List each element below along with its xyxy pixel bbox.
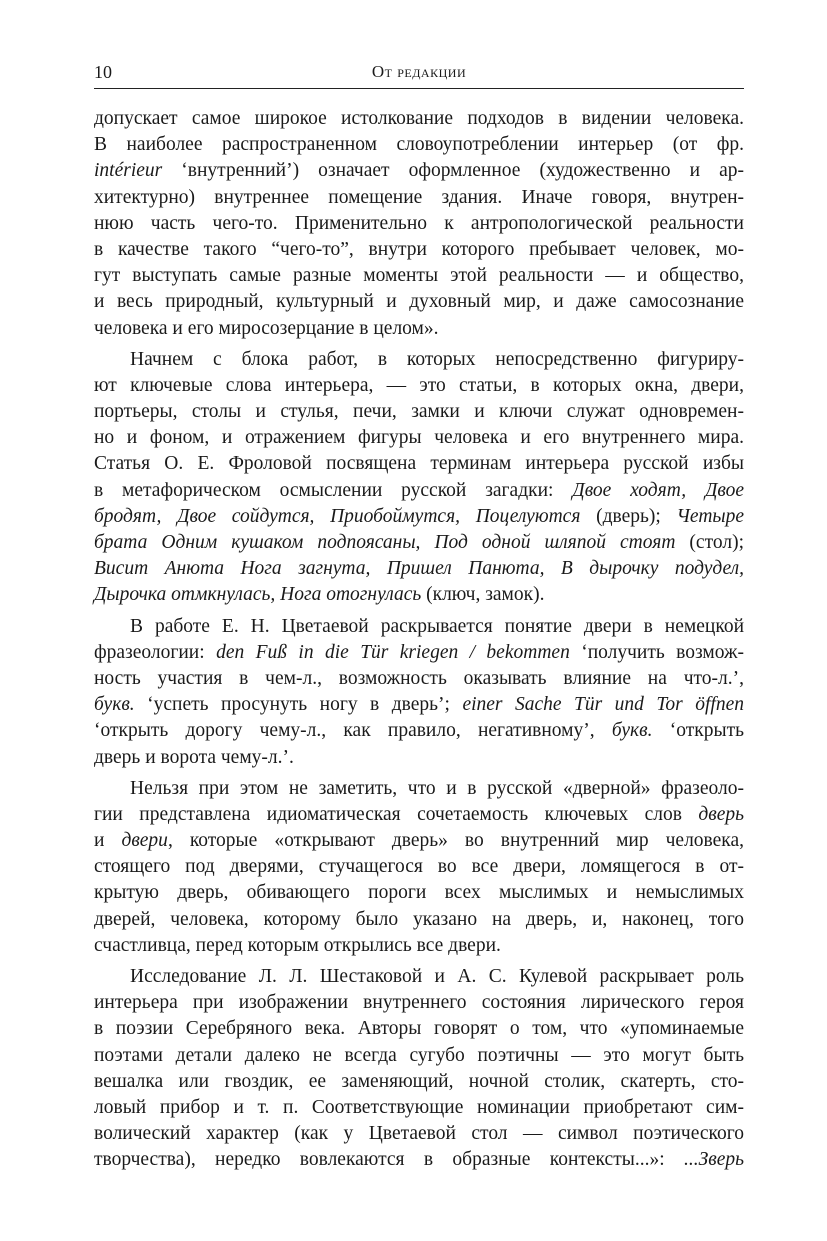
italic-run: букв. [94,694,135,716]
text-line [94,556,744,582]
text-line [94,1016,744,1042]
paragraph [94,776,744,959]
text-run: ‘успеть просунуть ногу в дверь’; [134,694,463,716]
text-run: Начнем с блока работ, в которых непосредственно фигуриру- [130,348,744,370]
text-line [94,1121,744,1147]
text-line [94,347,744,373]
text-run: В наиболее распространенном словоупотреблении интерьер (от фр. [94,134,744,156]
text-run: хитектурно) внутреннее помещение здания. Иначе говоря, внутрен- [94,186,744,208]
text-line [94,854,744,880]
text-run: творчества), нередко вовлекаются в образные контексты...»: [94,1149,684,1171]
text-line [94,289,744,315]
italic-run: букв. [611,720,653,742]
text-run: , которые «открывают дверь» во внутренний мир человека, [167,830,745,852]
text-run: счастливца, перед которым открылись все двери. [94,934,501,956]
text-run: (ключ, замок). [421,584,545,606]
text-line [94,1147,744,1173]
text-run: (дверь); [580,505,677,527]
text-line [94,185,744,211]
text-line [94,1095,744,1121]
page-header [94,60,744,89]
italic-run: Четыре [676,505,745,527]
text-run: ‘открыть дорогу чему-л., как правило, негативному’, [94,720,612,742]
text-run: ‘получить возмож- [569,641,744,663]
text-line [94,451,744,477]
text-line [94,211,744,237]
text-line [94,640,744,666]
text-line [94,718,744,744]
text-line [94,964,744,990]
text-line [94,504,744,530]
text-run: ность участия в чем-л., возможность оказывать влияние на что-л.’, [94,667,744,689]
text-run: гии представлена идиоматическая сочетаемость ключевых слов [94,803,699,825]
italic-run: den Fuß in die Tür kriegen / bekommen [216,641,570,663]
text-run: нюю часть чего-то. Применительно к антропологической реальности [94,212,744,234]
text-line [94,425,744,451]
italic-run: двери [121,830,168,852]
text-line [94,478,744,504]
text-run: в метафорическом осмыслении русской загадки: [94,479,573,501]
text-line [94,907,744,933]
text-run: ловый прибор и т. п. Соответствующие номинации приобретают сим- [94,1096,744,1118]
text-run: в поэзии Серебряного века. Авторы говорят о том, что «упоминаемые [94,1018,744,1040]
text-line [94,132,744,158]
text-line [94,745,744,771]
text-run: (стол); [675,532,744,553]
text-line [94,666,744,692]
text-line [94,106,744,132]
text-line [94,158,744,184]
paragraph [94,614,744,771]
text-run: вешалка или гвоздик, ее заменяющий, ночной столик, скатерть, сто- [94,1070,744,1092]
text-line [94,614,744,640]
italic-run: einer Sache Tür und Tor öffnen [462,694,744,716]
text-run: допускает самое широкое истолкование подходов в видении человека. [94,108,744,129]
text-run: фразеологии: [94,641,217,663]
text-run: стоящего под дверями, стучащегося во все двери, ломящегося в от- [94,856,744,878]
text-run: в качестве такого “чего-то”, внутри которого пребывает человек, мо- [94,238,744,260]
page-number: 10 [94,62,112,82]
text-line [94,582,744,608]
italic-run: дверь [698,803,744,825]
text-run: ‘внутренний’) означает оформленное (художественно и ар- [162,160,744,182]
paragraph [94,347,744,609]
text-line [94,399,744,425]
body-text [94,106,744,1174]
text-run: ‘открыть [652,720,744,742]
text-line [94,990,744,1016]
text-run: гут выступать самые разные моменты этой реальности — и общество, [94,265,744,287]
text-run: Статья О. Е. Фроловой посвящена терминам интерьера русской избы [94,453,744,475]
paragraph [94,964,744,1174]
italic-run: Двое ходят, Двое [572,479,745,501]
italic-run: Висит Анюта Нога загнута, Пришел Панюта, В дырочку подудел, [94,558,744,580]
text-run: ют ключевые слова интерьера, — это статьи, в которых окна, двери, [94,374,744,396]
text-line [94,933,744,959]
text-run: дверей, человека, которому было указано на дверь, и, наконец, того [94,908,744,930]
text-run: человека и его миросозерцание в целом». [94,317,439,339]
running-head: От редакции [371,62,467,81]
text-line [94,828,744,854]
italic-run: ...Зверь [683,1149,744,1171]
paragraph [94,106,744,342]
text-run: Исследование Л. Л. Шестаковой и А. С. Кулевой раскрывает роль [130,966,744,987]
text-line [94,776,744,802]
text-line [94,530,744,556]
italic-run: бродят, Двое сойдутся, Приобоймутся, Поцелуются [94,505,581,527]
text-run: дверь и ворота чему-л.’. [94,746,294,768]
text-run: портьеры, столы и стулья, печи, замки и ключи служат одновремен- [94,401,744,423]
text-line [94,802,744,828]
text-run: крытую дверь, обивающего пороги всех мыслимых и немыслимых [94,882,744,904]
text-line [94,692,744,718]
text-run: В работе Е. Н. Цветаевой раскрывается понятие двери в немецкой [130,615,744,637]
text-line [94,263,744,289]
text-run: интерьера при изображении внутреннего состояния лирического героя [94,992,744,1014]
text-run: но и фоном, и отражением фигуры человека и его внутреннего мира. [94,427,744,449]
text-line [94,1043,744,1069]
text-line [94,1069,744,1095]
text-line [94,880,744,906]
text-run: и [94,830,122,852]
italic-run: intérieur [94,160,163,182]
text-line [94,316,744,342]
text-run: волический характер (как у Цветаевой стол — символ поэтического [94,1123,744,1145]
italic-run: Дырочка отмкнулась, Нога отогнулась [94,584,422,606]
text-run: поэтами детали далеко не всегда сугубо поэтичны — это могут быть [94,1044,744,1066]
text-run: и весь природный, культурный и духовный мир, и даже самосознание [94,291,744,313]
text-run: Нельзя при этом не заметить, что и в русской «дверной» фразеоло- [130,777,744,799]
text-line [94,373,744,399]
italic-run: брата Одним кушаком подпоясаны, Под одной шляпой стоят [94,532,676,553]
text-line [94,237,744,263]
